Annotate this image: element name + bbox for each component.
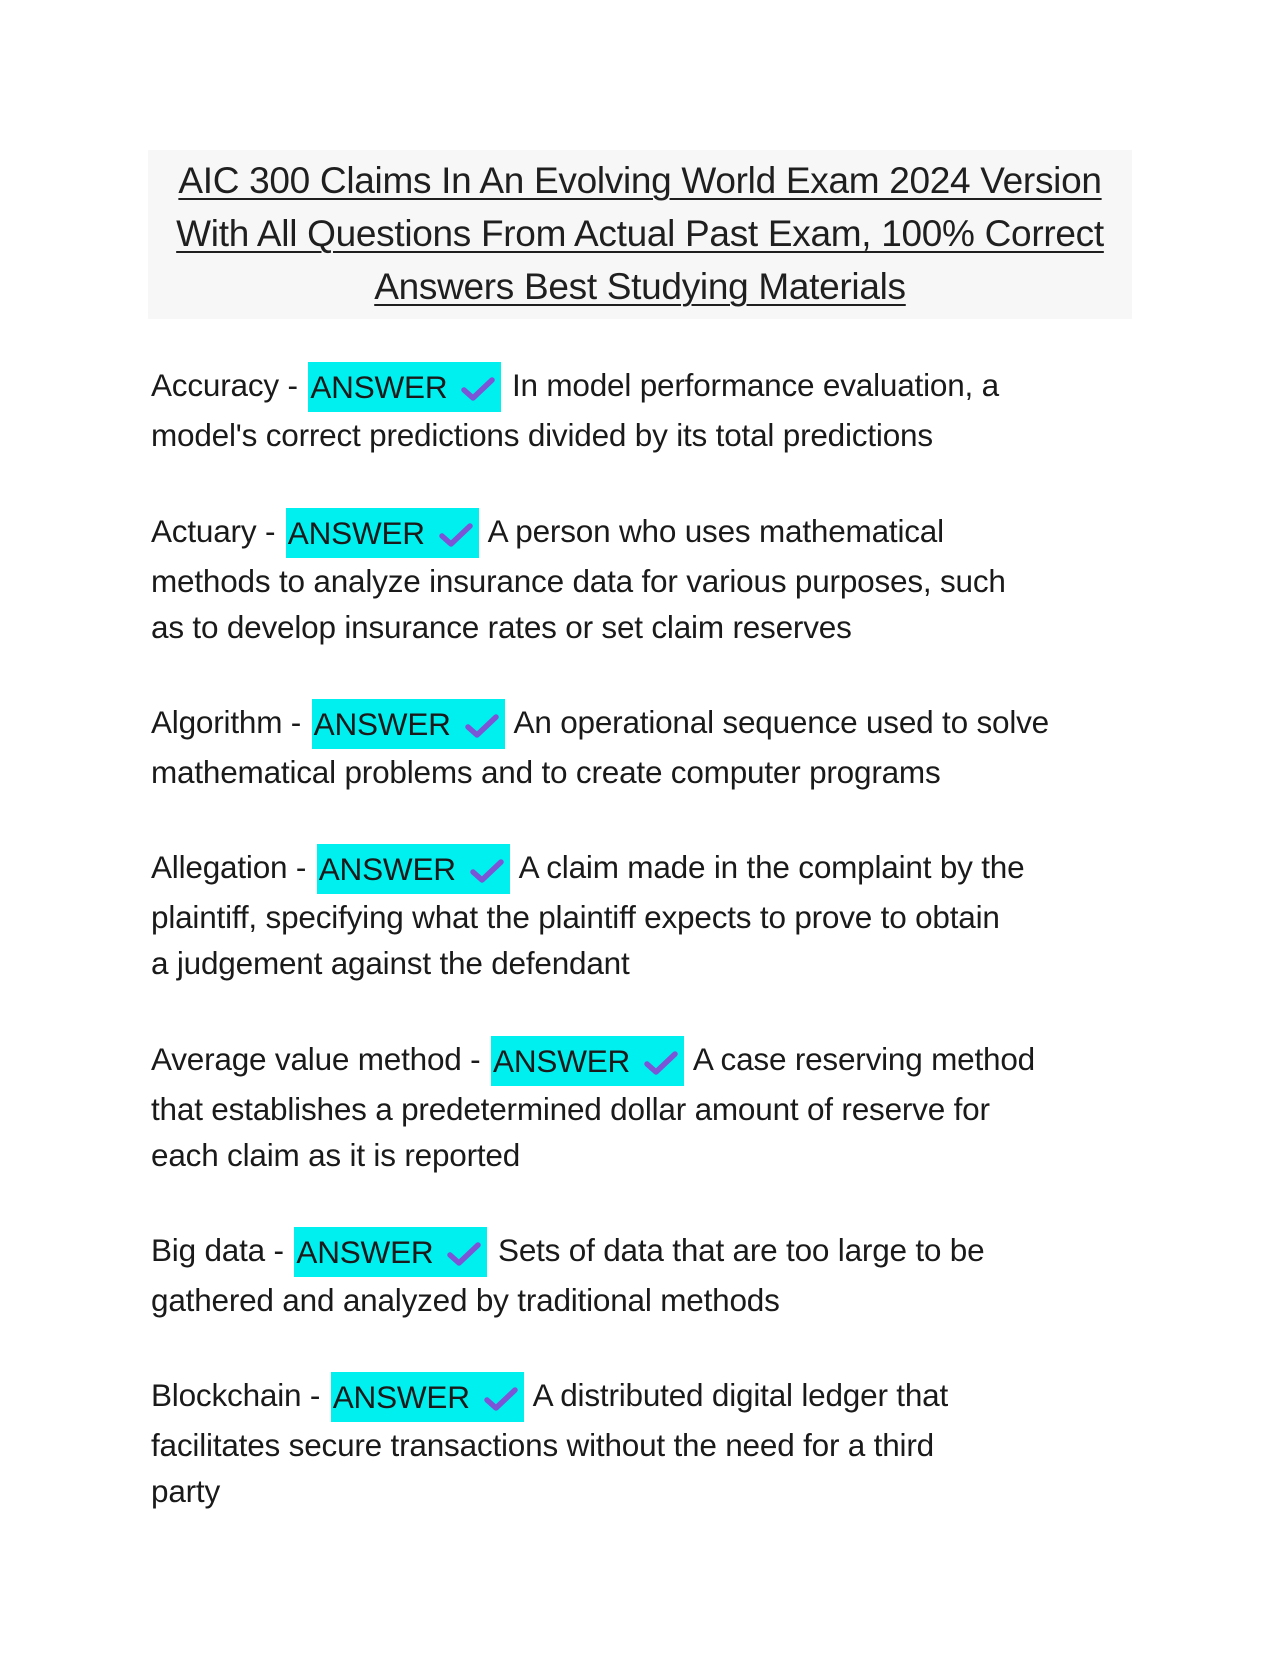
entry-definition-line: An operational sequence used to solve [506,704,1049,740]
checkmark-icon [470,858,504,884]
entry-term: Big data - [151,1232,293,1268]
entry-definition-line: A case reserving method [686,1041,1035,1077]
entry-definition-line: model's correct predictions divided by its total predictions [151,417,933,453]
glossary-entry [151,1036,1141,1178]
entry-definition-line: facilitates secure transactions without the need for a third [151,1427,934,1463]
entry-definition-line: In model performance evaluation, a [503,367,999,403]
entry-definition-line: Sets of data that are too large to be [489,1232,985,1268]
glossary-entry [151,508,1141,650]
entry-definition-line: party [151,1473,221,1509]
entry-term: Blockchain - [151,1377,329,1413]
answer-tag [331,1372,524,1422]
glossary-entry [151,699,1141,795]
checkmark-icon [465,713,499,739]
title-line-3: Answers Best Studying Materials [374,266,906,307]
title-line-1: AIC 300 Claims In An Evolving World Exam 2024 Version [178,160,1102,201]
answer-label: ANSWER [287,515,425,551]
entry-definition-line: A person who uses mathematical [480,513,944,549]
entry-definition-line: that establishes a predetermined dollar amount of reserve for [151,1091,990,1127]
glossary-entry [151,1227,1141,1323]
entry-term: Average value method - [151,1041,490,1077]
answer-tag [308,362,501,412]
answer-tag [312,699,505,749]
answer-label: ANSWER [313,706,451,742]
answer-label: ANSWER [493,1043,631,1079]
glossary-entry [151,844,1141,986]
checkmark-icon [439,522,473,548]
answer-label: ANSWER [332,1379,470,1415]
glossary-list [151,362,1141,1514]
entry-term: Accuracy - [151,367,307,403]
answer-label: ANSWER [310,369,448,405]
checkmark-icon [644,1050,678,1076]
answer-tag [294,1227,487,1277]
entry-definition-line: a judgement against the defendant [151,945,630,981]
entry-definition-line: gathered and analyzed by traditional methods [151,1282,780,1318]
entry-definition-line: plaintiff, specifying what the plaintiff expects to prove to obtain [151,899,1000,935]
document-title [148,150,1132,319]
entry-definition-line: A claim made in the complaint by the [511,849,1025,885]
entry-definition-line: A distributed digital ledger that [525,1377,949,1413]
glossary-entry [151,362,1141,458]
entry-definition-line: methods to analyze insurance data for various purposes, such [151,563,1006,599]
answer-tag [491,1036,684,1086]
answer-tag [286,508,479,558]
checkmark-icon [484,1386,518,1412]
entry-term: Actuary - [151,513,284,549]
entry-term: Algorithm - [151,704,310,740]
checkmark-icon [447,1241,481,1267]
glossary-entry [151,1372,1141,1514]
entry-term: Allegation - [151,849,315,885]
answer-label: ANSWER [296,1234,434,1270]
answer-tag [317,844,510,894]
entry-definition-line: each claim as it is reported [151,1137,521,1173]
entry-definition-line: mathematical problems and to create computer programs [151,754,941,790]
entry-definition-line: as to develop insurance rates or set claim reserves [151,609,852,645]
answer-label: ANSWER [318,851,456,887]
title-line-2: With All Questions From Actual Past Exam, 100% Correct [176,213,1104,254]
checkmark-icon [461,376,495,402]
